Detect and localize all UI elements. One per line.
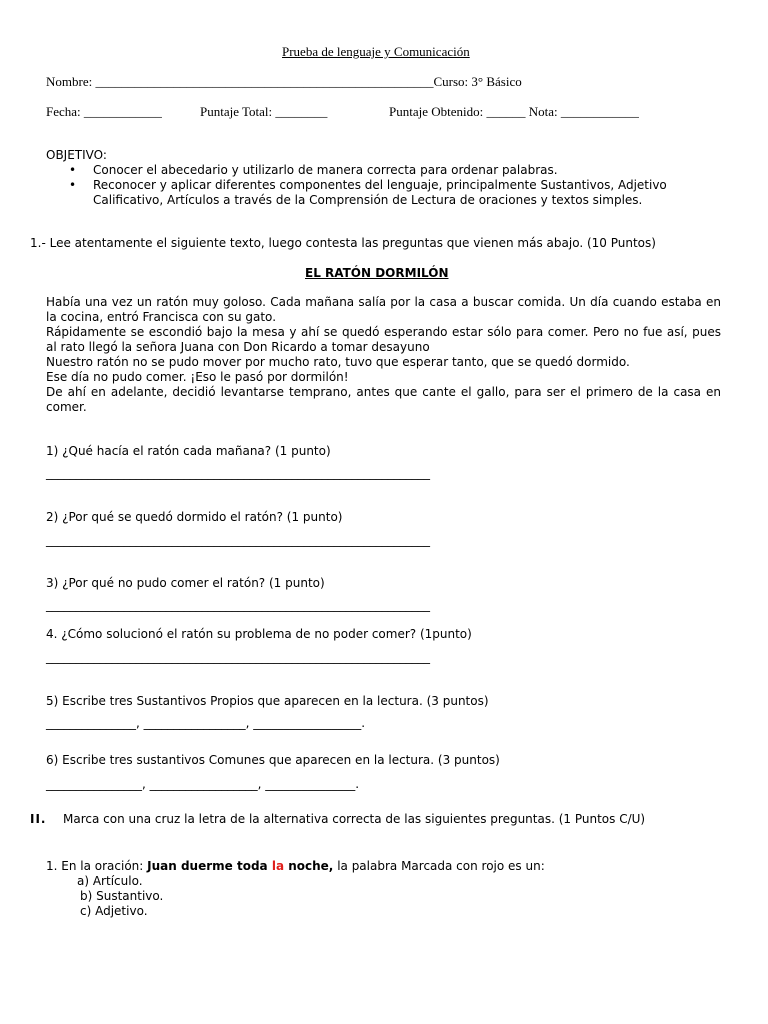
q1-sentence-bold: Juan duerme toda bbox=[147, 859, 272, 873]
q1-sentence-bold-end: noche, bbox=[284, 859, 334, 873]
answer-line-1[interactable]: ________________________________________________________________ bbox=[46, 466, 430, 480]
nombre-curso-line: Nombre: ____________________________________________________Curso: 3° Básico bbox=[46, 74, 522, 89]
option-c[interactable]: c) Adjetivo. bbox=[80, 904, 148, 918]
section2-question-1 bbox=[46, 859, 545, 873]
answer-line-4[interactable]: ________________________________________________________________ bbox=[46, 650, 430, 664]
fecha-field: Fecha: ____________ bbox=[46, 104, 162, 119]
answer-line-2[interactable]: ________________________________________________________________ bbox=[46, 533, 430, 547]
objetivo-list bbox=[46, 163, 722, 208]
section2-number: II. bbox=[30, 812, 47, 826]
answer-line-3[interactable]: ________________________________________________________________ bbox=[46, 598, 430, 612]
q1-highlighted-word: la bbox=[271, 859, 285, 873]
story-paragraph: Ese día no pudo comer. ¡Eso le pasó por dormilón! bbox=[46, 370, 349, 384]
question-6: 6) Escribe tres sustantivos Comunes que aparecen en la lectura. (3 puntos) bbox=[46, 753, 500, 767]
q1-suffix: la palabra Marcada con rojo es un: bbox=[333, 859, 545, 873]
puntaje-obtenido-nota-field: Puntaje Obtenido: ______ Nota: ____________ bbox=[389, 104, 639, 119]
objetivo-item: • Reconocer y aplicar diferentes componentes del lenguaje, principalmente Sustantivos, Adjetivo Calificativo, Artículos a través de la Comprensión de Lectura de oraciones y textos simples. bbox=[46, 178, 722, 208]
puntaje-total-field: Puntaje Total: ________ bbox=[200, 104, 328, 119]
section1-instruction: 1.- Lee atentamente el siguiente texto, luego contesta las preguntas que vienen más abajo. (10 Puntos) bbox=[30, 236, 656, 250]
story-paragraph: De ahí en adelante, decidió levantarse temprano, antes que cante el gallo, para ser el primero de la casa en comer. bbox=[46, 385, 721, 414]
question-3: 3) ¿Por qué no pudo comer el ratón? (1 punto) bbox=[46, 576, 325, 590]
objetivo-label: OBJETIVO: bbox=[46, 148, 107, 162]
story-title: EL RATÓN DORMILÓN bbox=[305, 266, 449, 280]
answer-line-6[interactable]: ________________, __________________, _______________. bbox=[46, 777, 360, 791]
question-1: 1) ¿Qué hacía el ratón cada mañana? (1 punto) bbox=[46, 444, 331, 458]
page-title: Prueba de lenguaje y Comunicación bbox=[282, 44, 470, 59]
q1-prefix: 1. En la oración: bbox=[46, 859, 148, 873]
answer-line-5[interactable]: _______________, _________________, __________________. bbox=[46, 716, 366, 730]
objetivo-item: • Conocer el abecedario y utilizarlo de manera correcta para ordenar palabras. bbox=[46, 163, 722, 178]
story-paragraph: Había una vez un ratón muy goloso. Cada mañana salía por la casa a buscar comida. Un día cuando estaba en la cocina, entró Francisca con su gato. bbox=[46, 295, 721, 324]
option-a[interactable]: a) Artículo. bbox=[77, 874, 143, 888]
question-5: 5) Escribe tres Sustantivos Propios que aparecen en la lectura. (3 puntos) bbox=[46, 694, 489, 708]
question-2: 2) ¿Por qué se quedó dormido el ratón? (1 punto) bbox=[46, 510, 343, 524]
story-paragraph: Rápidamente se escondió bajo la mesa y ahí se quedó esperando estar sólo para comer. Pero no fue así, pues al rato llegó la señora Juana con Don Ricardo a tomar desayuno bbox=[46, 325, 721, 354]
question-4: 4. ¿Cómo solucionó el ratón su problema de no poder comer? (1punto) bbox=[46, 627, 472, 641]
section2-instruction: Marca con una cruz la letra de la alternativa correcta de las siguientes preguntas. (1 Puntos C/U) bbox=[63, 812, 646, 826]
story-paragraph: Nuestro ratón no se pudo mover por mucho rato, tuvo que esperar tanto, que se quedó dormido. bbox=[46, 355, 630, 369]
option-b[interactable]: b) Sustantivo. bbox=[80, 889, 164, 903]
story-text bbox=[46, 295, 721, 415]
